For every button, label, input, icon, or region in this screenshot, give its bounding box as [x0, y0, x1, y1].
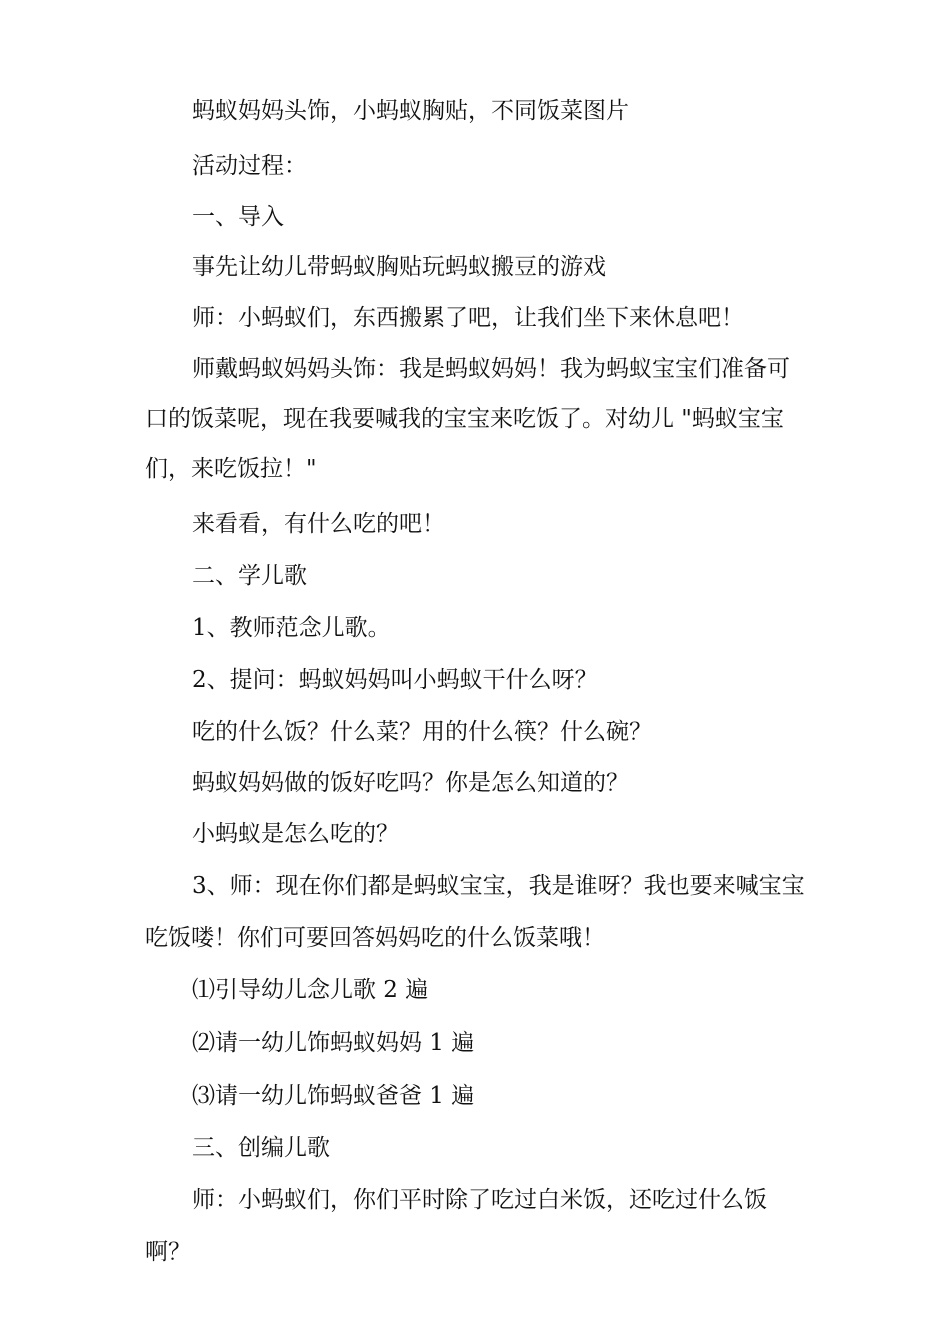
paragraph: 事先让幼儿带蚂蚁胸贴玩蚂蚁搬豆的游戏 [192, 254, 606, 280]
section-two-heading: 二、学儿歌 [192, 563, 307, 589]
section-one-heading: 一、导入 [192, 204, 284, 230]
paragraph: 来看看，有什么吃的吧！ [192, 511, 445, 537]
materials-line: 蚂蚁妈妈头饰，小蚂蚁胸贴，不同饭菜图片 [192, 98, 629, 124]
paragraph: 师：小蚂蚁们，你们平时除了吃过白米饭，还吃过什么饭啊？ [145, 1187, 767, 1265]
list-item: ⑴引导幼儿念儿歌 2 遍 [192, 977, 429, 1003]
paragraph: 3、师：现在你们都是蚂蚁宝宝，我是谁呀？我也要来喊宝宝吃饭喽！你们可要回答妈妈吃的什么饭菜哦！ [145, 873, 805, 951]
paragraph: 蚂蚁妈妈做的饭好吃吗？你是怎么知道的？ [192, 770, 629, 796]
section-three-heading: 三、创编儿歌 [192, 1135, 330, 1161]
paragraph: 吃的什么饭？什么菜？用的什么筷？什么碗？ [192, 719, 652, 745]
paragraph: 师：小蚂蚁们，东西搬累了吧，让我们坐下来休息吧！ [192, 305, 744, 331]
activity-process-heading: 活动过程： [192, 153, 307, 179]
list-item: ⑵请一幼儿饰蚂蚁妈妈 1 遍 [192, 1030, 475, 1056]
list-item: ⑶请一幼儿饰蚂蚁爸爸 1 遍 [192, 1083, 475, 1109]
paragraph: 2、提问：蚂蚁妈妈叫小蚂蚁干什么呀？ [192, 667, 598, 693]
paragraph: 1、教师范念儿歌。 [192, 615, 391, 641]
document-body [145, 92, 807, 1278]
paragraph: 小蚂蚁是怎么吃的？ [192, 821, 399, 847]
paragraph: 师戴蚂蚁妈妈头饰：我是蚂蚁妈妈！我为蚂蚁宝宝们准备可口的饭菜呢，现在我要喊我的宝宝来吃饭了。对幼儿 "蚂蚁宝宝们，来吃饭拉！" [145, 356, 790, 482]
